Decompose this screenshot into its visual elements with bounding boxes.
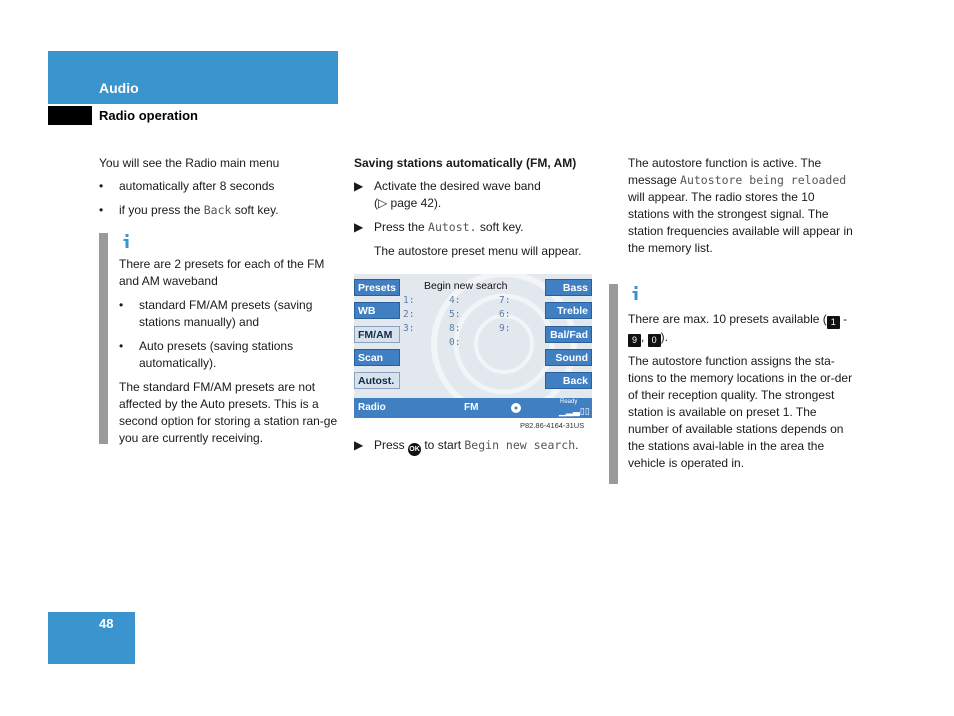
signal-strength-icon: ▁▂▃▯▯ bbox=[559, 406, 590, 416]
softkey-fm-am[interactable]: FM/AM bbox=[354, 326, 400, 343]
preset-slot: 4: bbox=[449, 295, 461, 306]
ok-button-icon: OK bbox=[408, 443, 421, 456]
section-title: Audio bbox=[99, 80, 139, 96]
preset-slot: 0: bbox=[449, 337, 461, 348]
softkey-presets[interactable]: Presets bbox=[354, 279, 400, 296]
section-heading: Saving stations automatically (FM, AM) bbox=[354, 156, 577, 170]
display-message: Autostore being reloaded bbox=[680, 173, 847, 187]
figure-caption: P82.86-4164-31US bbox=[520, 421, 585, 430]
info-box-2 bbox=[628, 285, 854, 472]
status-band: FM bbox=[464, 402, 479, 413]
intro-text: You will see the Radio main menu bbox=[99, 156, 280, 170]
softkey-scan[interactable]: Scan bbox=[354, 349, 400, 366]
step-text: Activate the desired wave band (▷ page 42). bbox=[374, 179, 541, 210]
info-box-1 bbox=[119, 233, 341, 447]
menu-item-name: Begin new search bbox=[464, 438, 576, 452]
page-number: 48 bbox=[99, 616, 114, 631]
column-3 bbox=[628, 155, 854, 257]
key-0-icon: 0 bbox=[648, 334, 661, 347]
header-band bbox=[48, 51, 338, 104]
softkey-name: Autost. bbox=[428, 220, 477, 234]
info-bar bbox=[609, 284, 618, 484]
list-item-text: standard FM/AM presets (saving stations manually) and bbox=[139, 298, 313, 329]
preset-slot: 2: bbox=[403, 309, 415, 320]
info-text: There are max. 10 presets available ( 1 - 9 , 0 ). bbox=[628, 312, 848, 345]
cd-icon bbox=[510, 402, 522, 414]
list-item: • standard FM/AM presets (saving stations manually) and bbox=[119, 297, 341, 331]
subsection-title: Radio operation bbox=[99, 108, 198, 123]
arrow-bullet-icon: ▶ bbox=[354, 179, 364, 193]
section-tab-marker bbox=[48, 106, 92, 125]
status-ready: Ready bbox=[560, 399, 578, 405]
softkey-bass[interactable]: Bass bbox=[545, 279, 592, 296]
step bbox=[354, 437, 596, 456]
list-item-text: Auto presets (saving stations automatically). bbox=[139, 339, 294, 370]
column-2 bbox=[354, 155, 596, 260]
info-icon bbox=[119, 233, 135, 249]
screen-title: Begin new search bbox=[424, 280, 508, 292]
list-item-text: if you press the Back soft key. bbox=[119, 203, 279, 217]
softkey-back[interactable]: Back bbox=[545, 372, 592, 389]
bullet: • bbox=[99, 203, 104, 217]
preset-slot: 9: bbox=[499, 323, 511, 334]
step-text: Press OK to start Begin new search. bbox=[374, 437, 579, 456]
preset-slot: 1: bbox=[403, 295, 415, 306]
info-text: There are 2 presets for each of the FM and AM waveband bbox=[119, 257, 325, 288]
info-bar bbox=[99, 233, 108, 444]
status-radio-label: Radio bbox=[358, 402, 386, 413]
radio-screen bbox=[354, 274, 592, 418]
step-text: Press the Autost. soft key. bbox=[374, 220, 524, 234]
step bbox=[354, 219, 596, 236]
key-9-icon: 9 bbox=[628, 334, 641, 347]
softkey-treble[interactable]: Treble bbox=[545, 302, 592, 319]
key-1-icon: 1 bbox=[827, 316, 840, 329]
info-text: The autostore function assigns the sta-tions to the memory locations in the or-der of their reception quality. The strongest station is available on preset 1. The number of available stations depends on the stations avai-lable in the area the vehicle is operated in. bbox=[628, 354, 853, 470]
softkey-name: Back bbox=[203, 203, 232, 217]
bullet: • bbox=[99, 179, 104, 193]
result-text: The autostore preset menu will appear. bbox=[374, 244, 582, 258]
softkey-wb[interactable]: WB bbox=[354, 302, 400, 319]
softkey-sound[interactable]: Sound bbox=[545, 349, 592, 366]
list-item-text: automatically after 8 seconds bbox=[119, 179, 275, 193]
preset-slot: 8: bbox=[449, 323, 461, 334]
step bbox=[354, 178, 596, 212]
arrow-bullet-icon: ▶ bbox=[354, 438, 364, 452]
column-1 bbox=[99, 155, 339, 219]
page-number-box bbox=[48, 612, 135, 664]
arrow-bullet-icon: ▶ bbox=[354, 220, 364, 234]
preset-slot: 3: bbox=[403, 323, 415, 334]
list-item bbox=[99, 202, 339, 219]
preset-slot: 5: bbox=[449, 309, 461, 320]
softkey-autost[interactable]: Autost. bbox=[354, 372, 400, 389]
screen-status-bar bbox=[354, 398, 592, 418]
preset-slot: 7: bbox=[499, 295, 511, 306]
preset-slot: 6: bbox=[499, 309, 511, 320]
info-icon bbox=[628, 285, 644, 301]
softkey-bal-fad[interactable]: Bal/Fad bbox=[545, 326, 592, 343]
body-text: The autostore function is active. The message Autostore being reloaded will appear. The radio stores the 10 stations with the strongest signal. The station frequencies available will appear in the memory list. bbox=[628, 156, 853, 255]
info-text: The standard FM/AM presets are not affected by the Auto presets. This is a second option for storing a station ran-ge you are currently receiving. bbox=[119, 380, 338, 445]
list-item: • Auto presets (saving stations automatically). bbox=[119, 338, 341, 372]
list-item bbox=[99, 178, 339, 195]
